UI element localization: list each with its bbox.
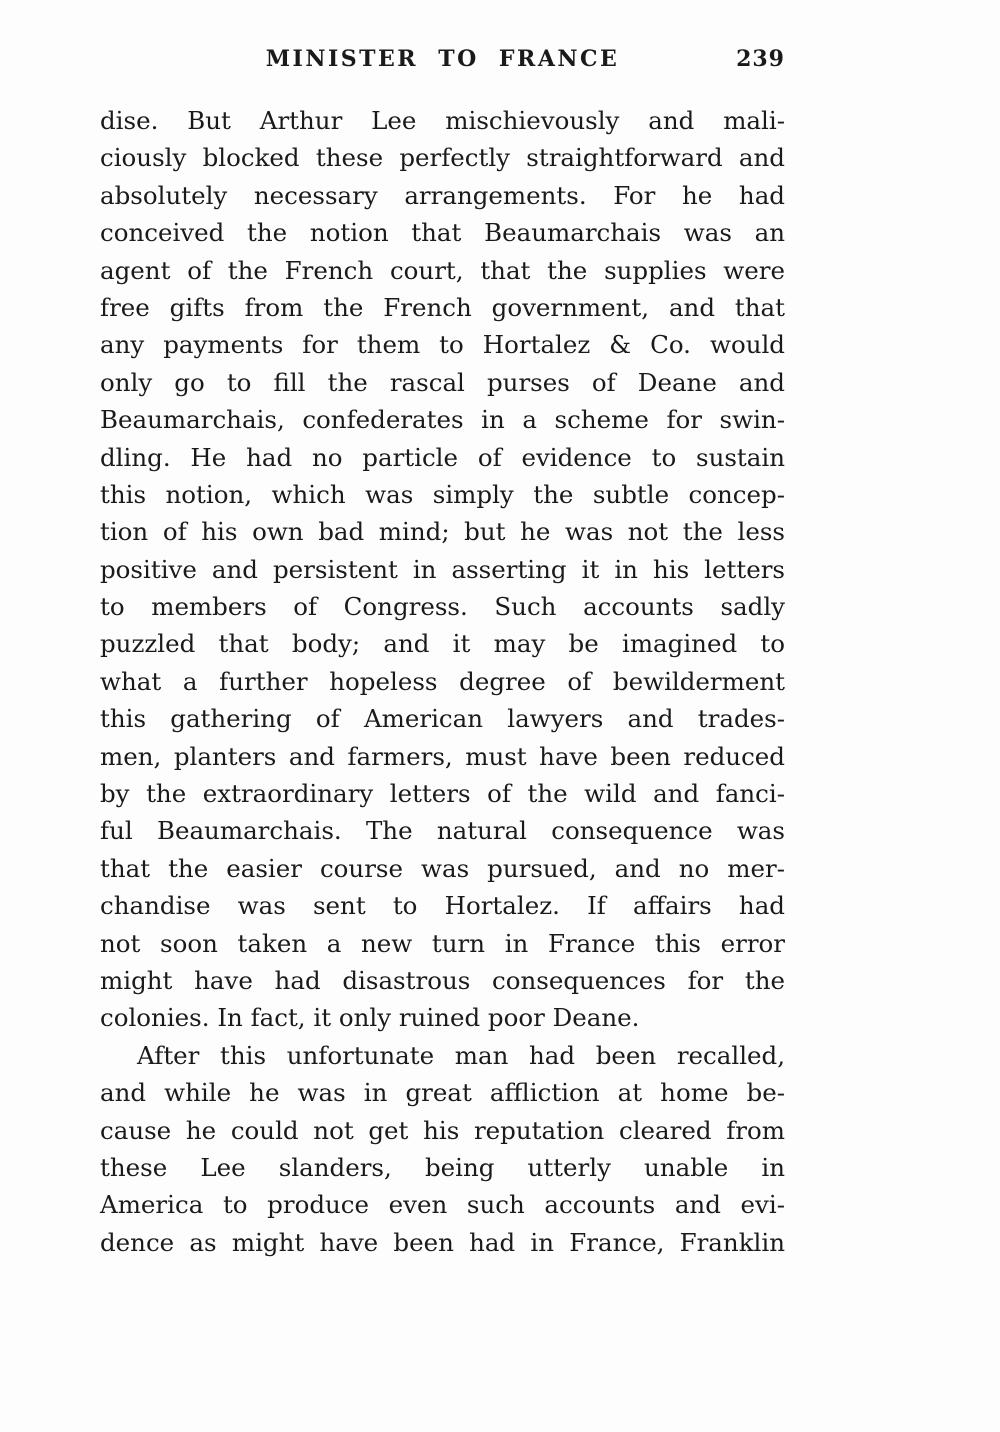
chapter-running-title: MINISTER TO FRANCE: [265, 46, 620, 72]
text-line: by the extraordinary letters of the wild and fanci-: [100, 779, 785, 809]
text-line: any payments for them to Hortalez & Co. would: [100, 330, 785, 360]
running-header: [100, 46, 785, 78]
text-line: absolutely necessary arrangements. For he had: [100, 180, 785, 210]
text-line: ful Beaumarchais. The natural consequence was: [100, 816, 785, 846]
text-line: dence as might have been had in France, Franklin: [100, 1227, 785, 1257]
text-line: free gifts from the French government, and that: [100, 292, 785, 322]
text-line: America to produce even such accounts and evi-: [100, 1190, 785, 1220]
page-body: [100, 102, 785, 1261]
text-line: conceived the notion that Beaumarchais was an: [100, 218, 785, 248]
text-line: that the easier course was pursued, and no mer-: [100, 853, 785, 883]
paragraph: [100, 1037, 785, 1261]
text-line: agent of the French court, that the supplies were: [100, 255, 785, 285]
paragraph: [100, 102, 785, 1037]
text-line: what a further hopeless degree of bewilderment: [100, 666, 785, 696]
text-line: these Lee slanders, being utterly unable in: [100, 1152, 785, 1182]
text-line: this gathering of American lawyers and trades-: [100, 704, 785, 734]
text-line: puzzled that body; and it may be imagined to: [100, 629, 785, 659]
text-line: only go to fill the rascal purses of Deane and: [100, 367, 785, 397]
page-number: 239: [736, 46, 785, 72]
text-line: dise. But Arthur Lee mischievously and mali-: [100, 106, 785, 135]
text-line: men, planters and farmers, must have been reduced: [100, 741, 785, 771]
text-line: dling. He had no particle of evidence to sustain: [100, 442, 785, 472]
text-line: this notion, which was simply the subtle concep-: [100, 479, 785, 509]
text-line: positive and persistent in asserting it in his letters: [100, 554, 785, 584]
text-line: colonies. In fact, it only ruined poor Deane.: [100, 1003, 640, 1033]
text-line: might have had disastrous consequences for the: [100, 965, 785, 995]
text-line: chandise was sent to Hortalez. If affairs had: [100, 891, 785, 921]
text-line: cause he could not get his reputation cleared from: [100, 1115, 785, 1145]
text-line: Beaumarchais, confederates in a scheme for swin-: [100, 405, 785, 435]
text-line: to members of Congress. Such accounts sadly: [100, 592, 785, 622]
text-line: and while he was in great affliction at home be-: [100, 1078, 785, 1108]
text-line: tion of his own bad mind; but he was not the less: [100, 517, 785, 547]
text-line: After this unfortunate man had been recalled,: [137, 1040, 785, 1070]
text-line: not soon taken a new turn in France this error: [100, 928, 785, 958]
text-line: ciously blocked these perfectly straightforward and: [100, 143, 785, 173]
